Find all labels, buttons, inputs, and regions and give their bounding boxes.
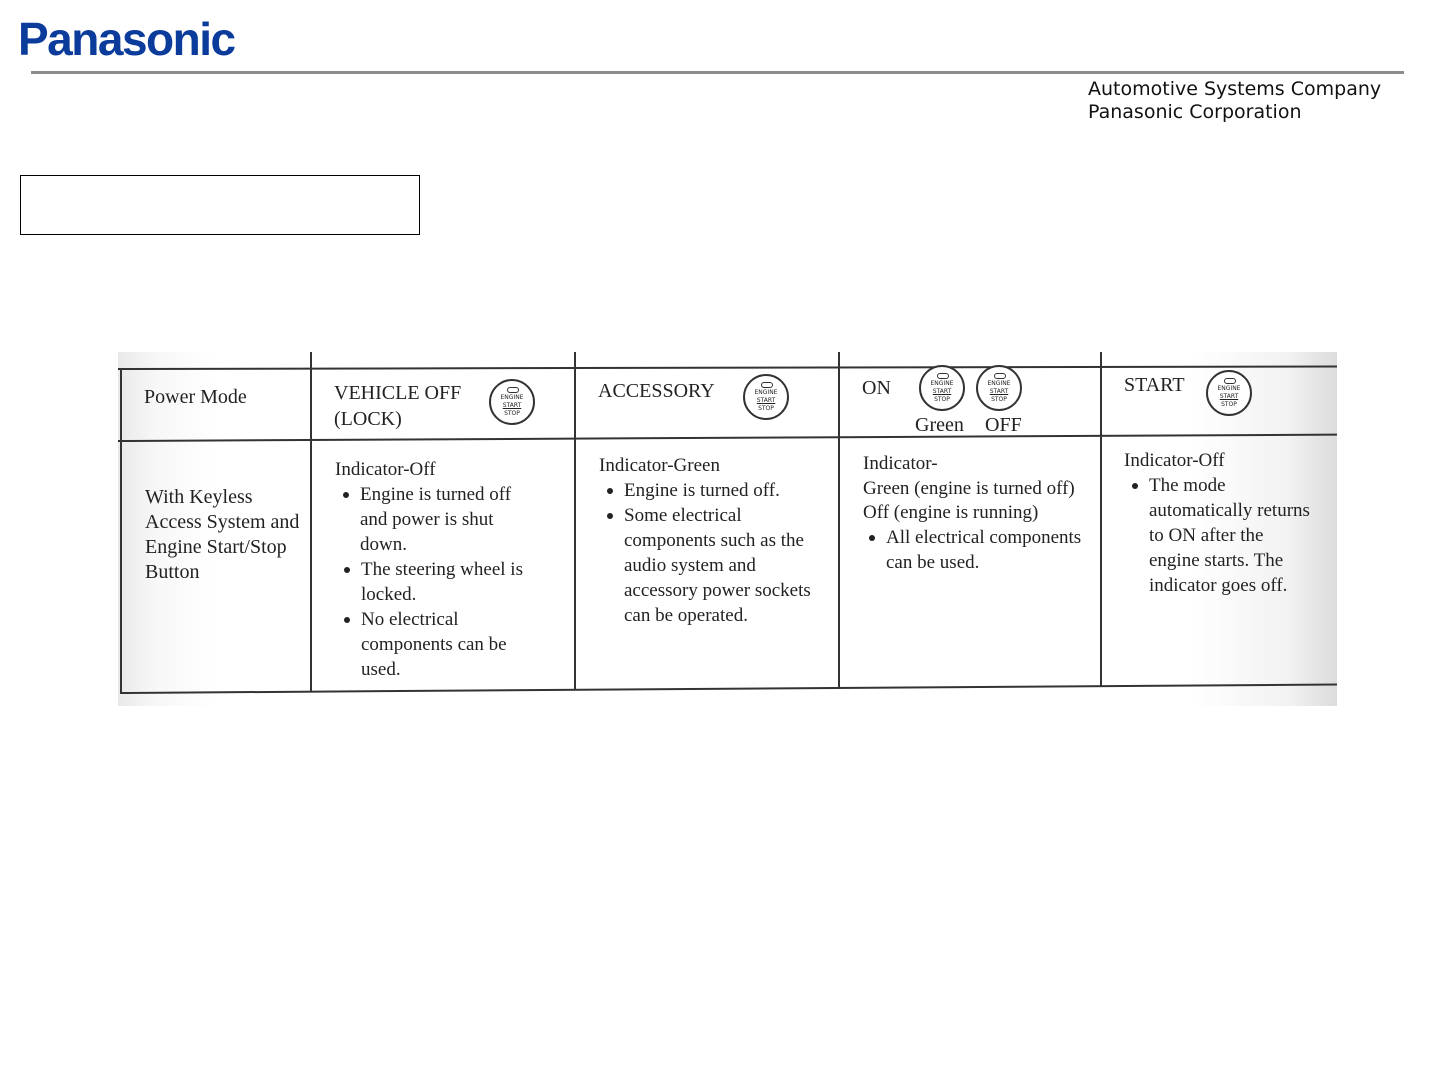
accessory-header: ACCESSORY xyxy=(598,380,715,402)
button-caption-off: OFF xyxy=(985,414,1022,436)
engine-start-stop-icon: ENGINE START STOP xyxy=(743,374,789,420)
company-name xyxy=(1088,78,1381,124)
bullet-item: Some electrical xyxy=(624,505,742,526)
bullet-continuation: can be used. xyxy=(886,552,980,573)
bullet-continuation: and power is shut xyxy=(360,509,494,530)
on-indicator-line3: Off (engine is running) xyxy=(863,502,1039,523)
company-line-1: Automotive Systems Company xyxy=(1088,78,1382,100)
panasonic-logo: Panasonic xyxy=(18,13,235,65)
table-line-col4 xyxy=(1100,352,1102,686)
table-line-header xyxy=(118,434,1337,442)
bullet-continuation: engine starts. The xyxy=(1149,550,1284,571)
bullet-item: The steering wheel is xyxy=(361,559,523,580)
bullet-item: All electrical components xyxy=(886,527,1082,548)
table-line-bottom xyxy=(120,684,1337,694)
on-indicator-line2: Green (engine is turned off) xyxy=(863,478,1075,499)
power-mode-table-scan xyxy=(118,352,1337,706)
engine-start-stop-icon-off: ENGINE START STOP xyxy=(976,365,1022,411)
table-line-col1 xyxy=(310,352,312,692)
vehicle-off-header-line1: VEHICLE OFF xyxy=(334,382,462,404)
bullet-continuation: down. xyxy=(360,534,407,555)
header-divider xyxy=(31,71,1404,74)
table-line-col3 xyxy=(838,352,840,688)
bullet-continuation: used. xyxy=(361,659,401,680)
bullet-continuation: automatically returns xyxy=(1149,500,1310,521)
row-label-line3: Engine Start/Stop xyxy=(145,536,287,558)
engine-start-stop-icon-green: ENGINE START STOP xyxy=(919,365,965,411)
row-label-line1: With Keyless xyxy=(145,486,253,508)
engine-start-stop-icon: ENGINE START STOP xyxy=(489,379,535,425)
title-box xyxy=(20,175,420,235)
row-label-line2: Access System and xyxy=(145,511,300,533)
bullet-continuation: components can be xyxy=(361,634,507,655)
company-line-2: Panasonic Corporation xyxy=(1088,101,1302,123)
engine-start-stop-icon: ENGINE START STOP xyxy=(1206,370,1252,416)
button-caption-green: Green xyxy=(915,414,964,436)
bullet-item: Engine is turned off xyxy=(360,484,512,505)
row-label-line4: Button xyxy=(145,561,200,583)
bullet-continuation: components such as the xyxy=(624,530,804,551)
table-line-top xyxy=(118,365,1337,370)
bullet-item: The mode xyxy=(1149,475,1226,496)
start-indicator: Indicator-Off xyxy=(1124,450,1225,471)
bullet-continuation: accessory power sockets xyxy=(624,580,811,601)
table-line-left xyxy=(120,368,122,694)
bullet-continuation: audio system and xyxy=(624,555,756,576)
vehicle-off-header-line2: (LOCK) xyxy=(334,408,402,430)
accessory-indicator: Indicator-Green xyxy=(599,455,720,476)
bullet-continuation: to ON after the xyxy=(1149,525,1264,546)
on-indicator-line1: Indicator- xyxy=(863,453,938,474)
bullet-continuation: can be operated. xyxy=(624,605,748,626)
start-header: START xyxy=(1124,374,1185,396)
power-mode-header: Power Mode xyxy=(144,386,247,408)
bullet-continuation: indicator goes off. xyxy=(1149,575,1288,596)
on-header: ON xyxy=(862,377,891,399)
bullet-item: No electrical xyxy=(361,609,459,630)
vehicle-off-indicator: Indicator-Off xyxy=(335,459,436,480)
table-line-col2 xyxy=(574,352,576,690)
bullet-continuation: locked. xyxy=(361,584,417,605)
bullet-item: Engine is turned off. xyxy=(624,480,780,501)
